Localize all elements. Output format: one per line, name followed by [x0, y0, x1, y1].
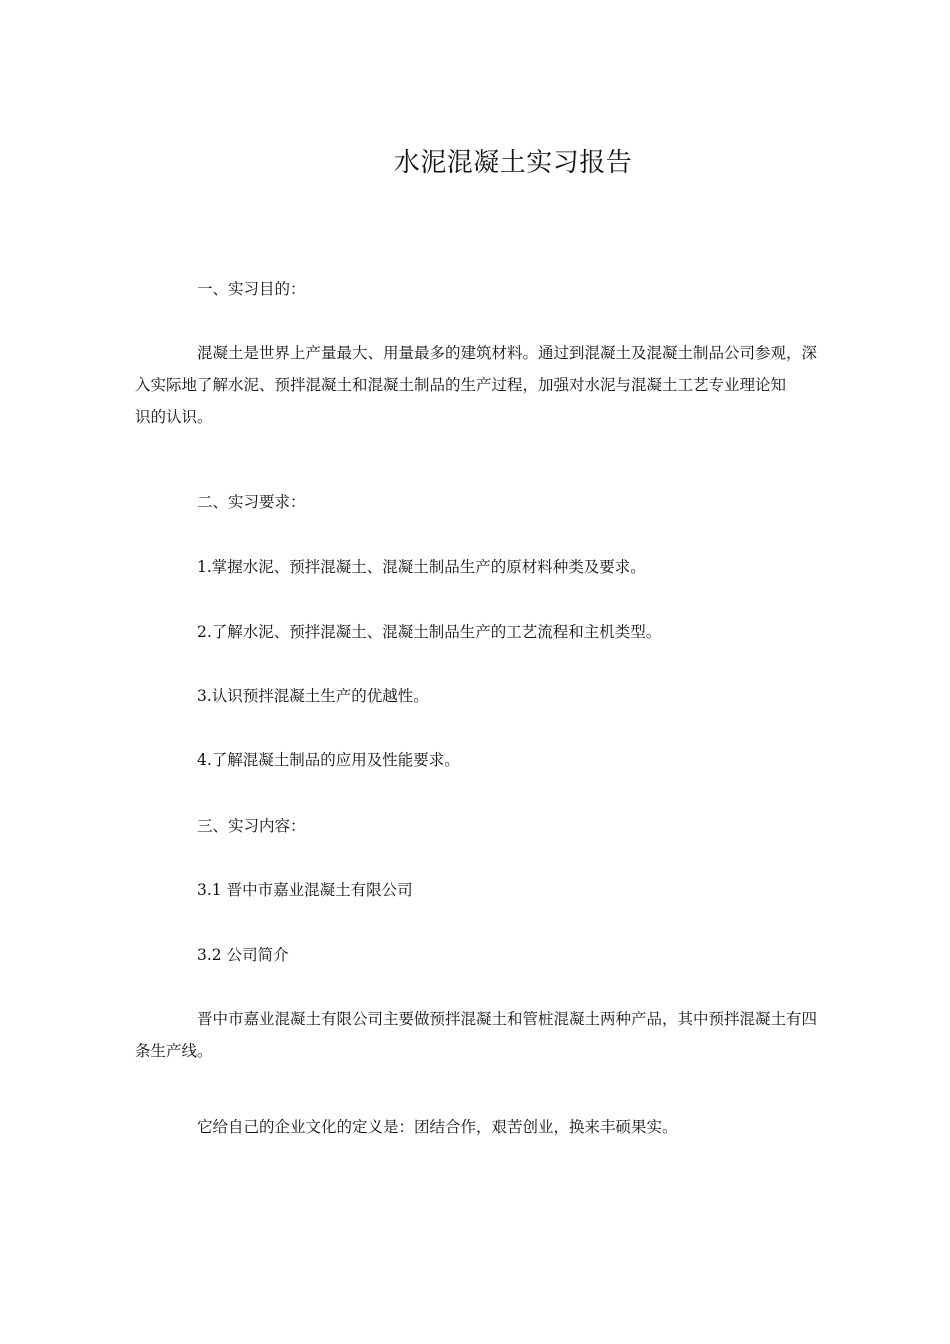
paragraph-purpose [135, 337, 870, 433]
section-heading-content: 三、实习内容： [197, 817, 306, 835]
paragraph-line: 识的认识。 [135, 408, 213, 426]
paragraph-company-products [135, 1003, 870, 1067]
list-item: 4.了解混凝土制品的应用及性能要求。 [197, 751, 460, 769]
list-item: 3.认识预拌混凝土生产的优越性。 [197, 687, 429, 705]
list-item: 1.掌握水泥、预拌混凝土、混凝土制品生产的原材料种类及要求。 [197, 558, 646, 576]
section-heading-purpose: 一、实习目的： [197, 280, 306, 298]
document-title: 水泥混凝土实习报告 [393, 148, 633, 178]
section-heading-requirements: 二、实习要求： [197, 493, 306, 511]
paragraph-line: 晋中市嘉业混凝土有限公司主要做预拌混凝土和管桩混凝土两种产品，其中预拌混凝土有四 [197, 1010, 818, 1028]
paragraph-line: 混凝土是世界上产量最大、用量最多的建筑材料。通过到混凝土及混凝土制品公司参观，深 [197, 344, 818, 362]
subsection-company-name: 3.1 晋中市嘉业混凝土有限公司 [197, 881, 413, 899]
paragraph-line: 入实际地了解水泥、预拌混凝土和混凝土制品的生产过程，加强对水泥与混凝土工艺专业理论知 [135, 376, 787, 394]
list-item: 2.了解水泥、预拌混凝土、混凝土制品生产的工艺流程和主机类型。 [197, 623, 662, 641]
subsection-company-intro: 3.2 公司简介 [197, 946, 289, 964]
paragraph-line: 条生产线。 [135, 1042, 213, 1060]
paragraph-company-culture: 它给自己的企业文化的定义是：团结合作，艰苦创业，换来丰硕果实。 [197, 1118, 678, 1136]
